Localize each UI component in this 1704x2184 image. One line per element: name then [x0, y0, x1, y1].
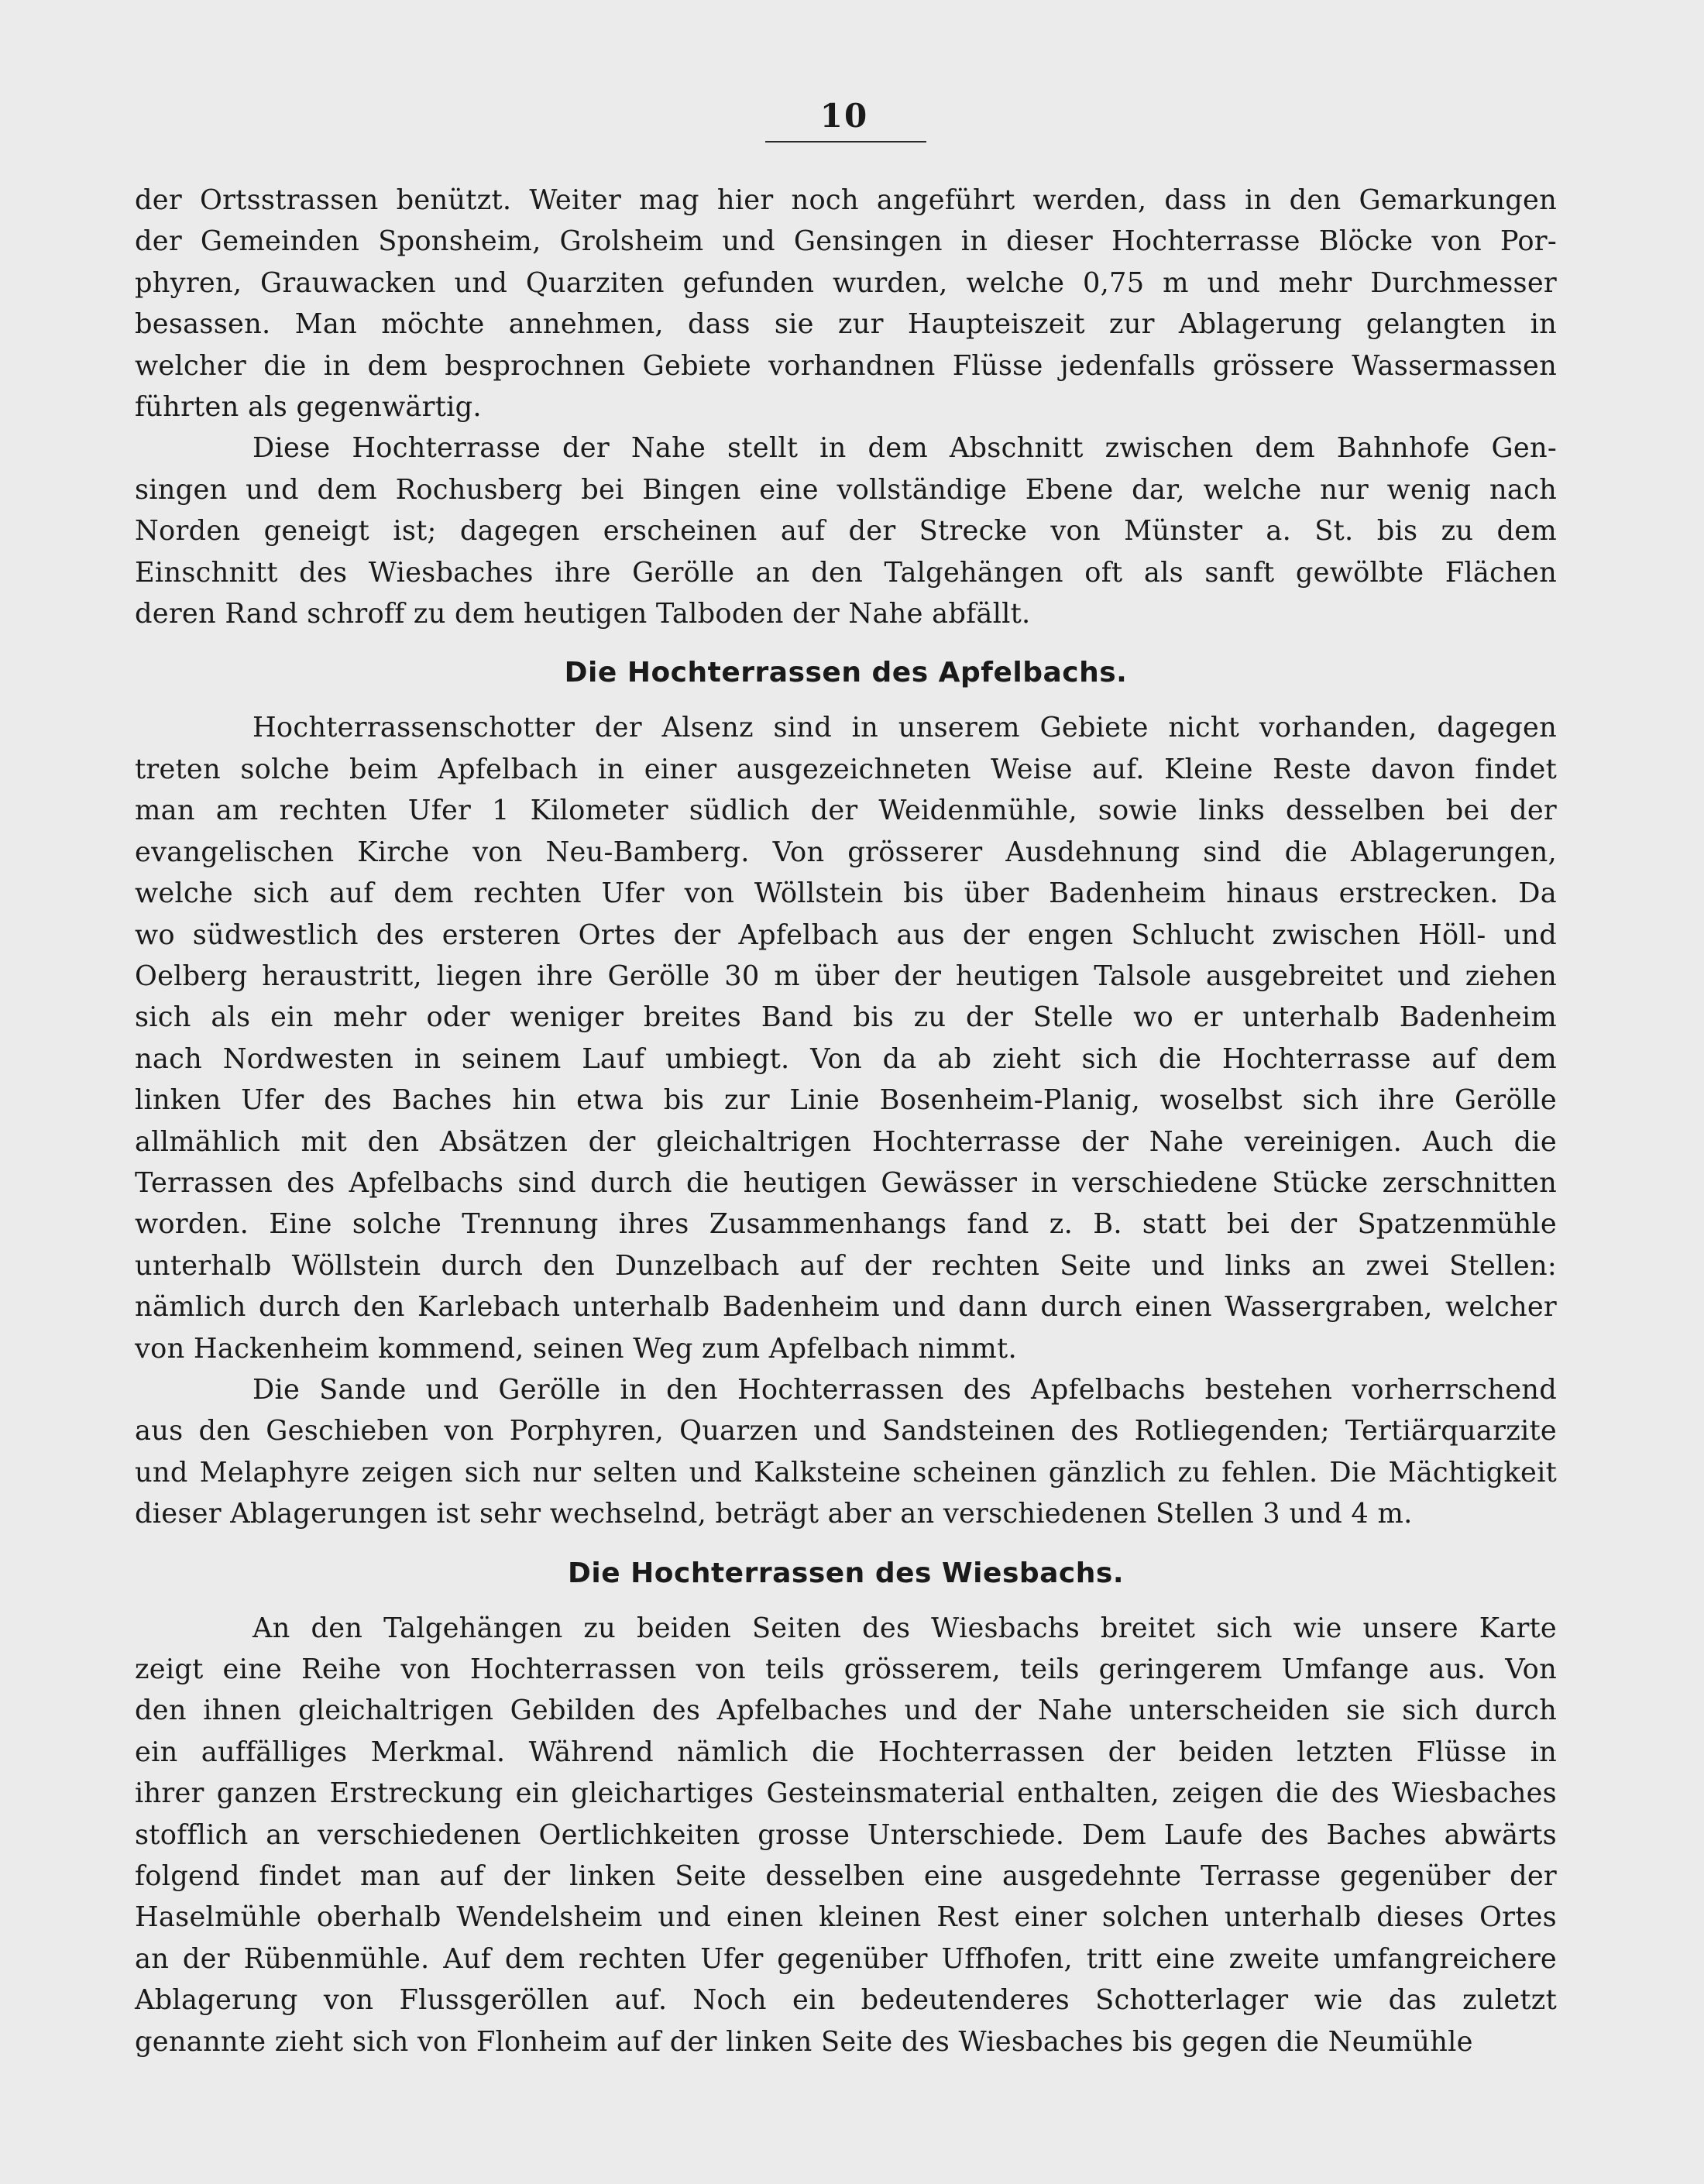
text-line: unterhalb Wöllstein durch den Dunzelbach auf der rechten Seite und links an zwei Stellen: — [135, 1249, 1557, 1282]
text-line: folgend findet man auf der linken Seite desselben eine ausgedehnte Terrasse gegenüber der — [135, 1860, 1557, 1893]
text-line: welche sich auf dem rechten Ufer von Wöllstein bis über Badenheim hinaus erstrecken. Da — [135, 877, 1557, 910]
paragraph — [135, 707, 1557, 1369]
text-line: evangelischen Kirche von Neu-Bamberg. Von grösserer Ausdehnung sind die Ablagerungen, — [135, 836, 1557, 868]
text-line: zeigt eine Reihe von Hochterrassen von teils grösserem, teils geringerem Umfange aus. Von — [135, 1653, 1557, 1685]
text-line: deren Rand schroff zu dem heutigen Talboden der Nahe abfällt. — [135, 598, 1031, 630]
paragraph — [135, 428, 1557, 634]
text-line: führten als gegenwärtig. — [135, 391, 482, 424]
text-line: Diese Hochterrasse der Nahe stellt in dem Abschnitt zwischen dem Bahnhofe Gen- — [253, 432, 1557, 465]
text-line: aus den Geschieben von Porphyren, Quarzen und Sandsteinen des Rotliegenden; Tertiärquarzite — [135, 1415, 1557, 1447]
page-number-rule — [765, 141, 926, 143]
text-line: Einschnitt des Wiesbaches ihre Gerölle an den Talgehängen oft als sanft gewölbte Flächen — [135, 556, 1557, 589]
text-line: Terrassen des Apfelbachs sind durch die heutigen Gewässer in verschiedene Stücke zerschnitten — [135, 1166, 1557, 1199]
text-line: der Gemeinden Sponsheim, Grolsheim und Gensingen in dieser Hochterrasse Blöcke von Por- — [135, 225, 1557, 258]
text-line: treten solche beim Apfelbach in einer ausgezeichneten Weise auf. Kleine Reste davon findet — [135, 753, 1557, 785]
body-text — [135, 180, 1557, 2062]
text-line: Die Sande und Gerölle in den Hochterrassen des Apfelbachs bestehen vorherrschend — [253, 1373, 1557, 1406]
paragraph — [135, 1608, 1557, 2062]
text-line: besassen. Man möchte annehmen, dass sie zur Haupteiszeit zur Ablagerung gelangten in — [135, 308, 1557, 341]
text-line: und Melaphyre zeigen sich nur selten und Kalksteine scheinen gänzlich zu fehlen. Die Mächtigkeit — [135, 1456, 1557, 1489]
page-number: 10 — [819, 97, 869, 135]
text-line: sich als ein mehr oder weniger breites Band bis zu der Stelle wo er unterhalb Badenheim — [135, 1001, 1557, 1034]
text-line: an der Rübenmühle. Auf dem rechten Ufer gegenüber Uffhofen, tritt eine zweite umfangreichere — [135, 1942, 1557, 1975]
text-line: stofflich an verschiedenen Oertlichkeiten grosse Unterschiede. Dem Laufe des Baches abwärts — [135, 1818, 1557, 1851]
text-line: singen und dem Rochusberg bei Bingen eine vollständige Ebene dar, welche nur wenig nach — [135, 473, 1557, 506]
text-line: welcher die in dem besprochnen Gebiete vorhandnen Flüsse jedenfalls grössere Wassermassen — [135, 349, 1557, 382]
text-line: von Hackenheim kommend, seinen Weg zum Apfelbach nimmt. — [135, 1332, 1017, 1365]
text-line: Norden geneigt ist; dagegen erscheinen auf der Strecke von Münster a. St. bis zu dem — [135, 515, 1557, 548]
text-line: nach Nordwesten in seinem Lauf umbiegt. Von da ab zieht sich die Hochterrasse auf dem — [135, 1042, 1557, 1075]
paragraph — [135, 180, 1557, 428]
text-line: dieser Ablagerungen ist sehr wechselnd, beträgt aber an verschiedenen Stellen 3 und 4 m. — [135, 1498, 1413, 1530]
paragraph — [135, 1369, 1557, 1535]
section-heading-wiesbach: Die Hochterrassen des Wiesbachs. — [567, 1557, 1125, 1589]
text-line: linken Ufer des Baches hin etwa bis zur Linie Bosenheim-Planig, woselbst sich ihre Gerölle — [135, 1084, 1557, 1117]
text-line: ihrer ganzen Erstreckung ein gleichartiges Gesteinsmaterial enthalten, zeigen die des Wiesbaches — [135, 1777, 1557, 1810]
text-line: worden. Eine solche Trennung ihres Zusammenhangs fand z. B. statt bei der Spatzenmühle — [135, 1208, 1557, 1241]
text-line: wo südwestlich des ersteren Ortes der Apfelbach aus der engen Schlucht zwischen Höll- und — [135, 919, 1557, 951]
text-line: genannte zieht sich von Flonheim auf der linken Seite des Wiesbaches bis gegen die Neumühle — [135, 2025, 1473, 2058]
text-line: Haselmühle oberhalb Wendelsheim und einen kleinen Rest einer solchen unterhalb dieses Ortes — [135, 1901, 1557, 1934]
text-line: Hochterrassenschotter der Alsenz sind in unserem Gebiete nicht vorhanden, dagegen — [253, 712, 1557, 744]
text-line: Ablagerung von Flussgeröllen auf. Noch ein bedeutenderes Schotterlager wie das zuletzt — [135, 1984, 1557, 2017]
text-line: man am rechten Ufer 1 Kilometer südlich der Weidenmühle, sowie links desselben bei der — [135, 795, 1557, 827]
text-line: allmählich mit den Absätzen der gleichaltrigen Hochterrasse der Nahe vereinigen. Auch die — [135, 1125, 1557, 1158]
text-line: der Ortsstrassen benützt. Weiter mag hier noch angeführt werden, dass in den Gemarkungen — [135, 184, 1557, 216]
text-line: den ihnen gleichaltrigen Gebilden des Apfelbaches und der Nahe unterscheiden sie sich durch — [135, 1695, 1557, 1727]
text-line: ein auffälliges Merkmal. Während nämlich die Hochterrassen der beiden letzten Flüsse in — [135, 1736, 1557, 1768]
text-line: nämlich durch den Karlebach unterhalb Badenheim und dann durch einen Wassergraben, welcher — [135, 1291, 1557, 1324]
text-line: Oelberg heraustritt, liegen ihre Gerölle 30 m über der heutigen Talsole ausgebreitet und ziehen — [135, 960, 1557, 992]
section-heading-apfelbach: Die Hochterrassen des Apfelbachs. — [564, 657, 1128, 689]
text-line: phyren, Grauwacken und Quarziten gefunden wurden, welche 0,75 m und mehr Durchmesser — [135, 266, 1557, 299]
text-line: An den Talgehängen zu beiden Seiten des Wiesbachs breitet sich wie unsere Karte — [253, 1612, 1557, 1644]
